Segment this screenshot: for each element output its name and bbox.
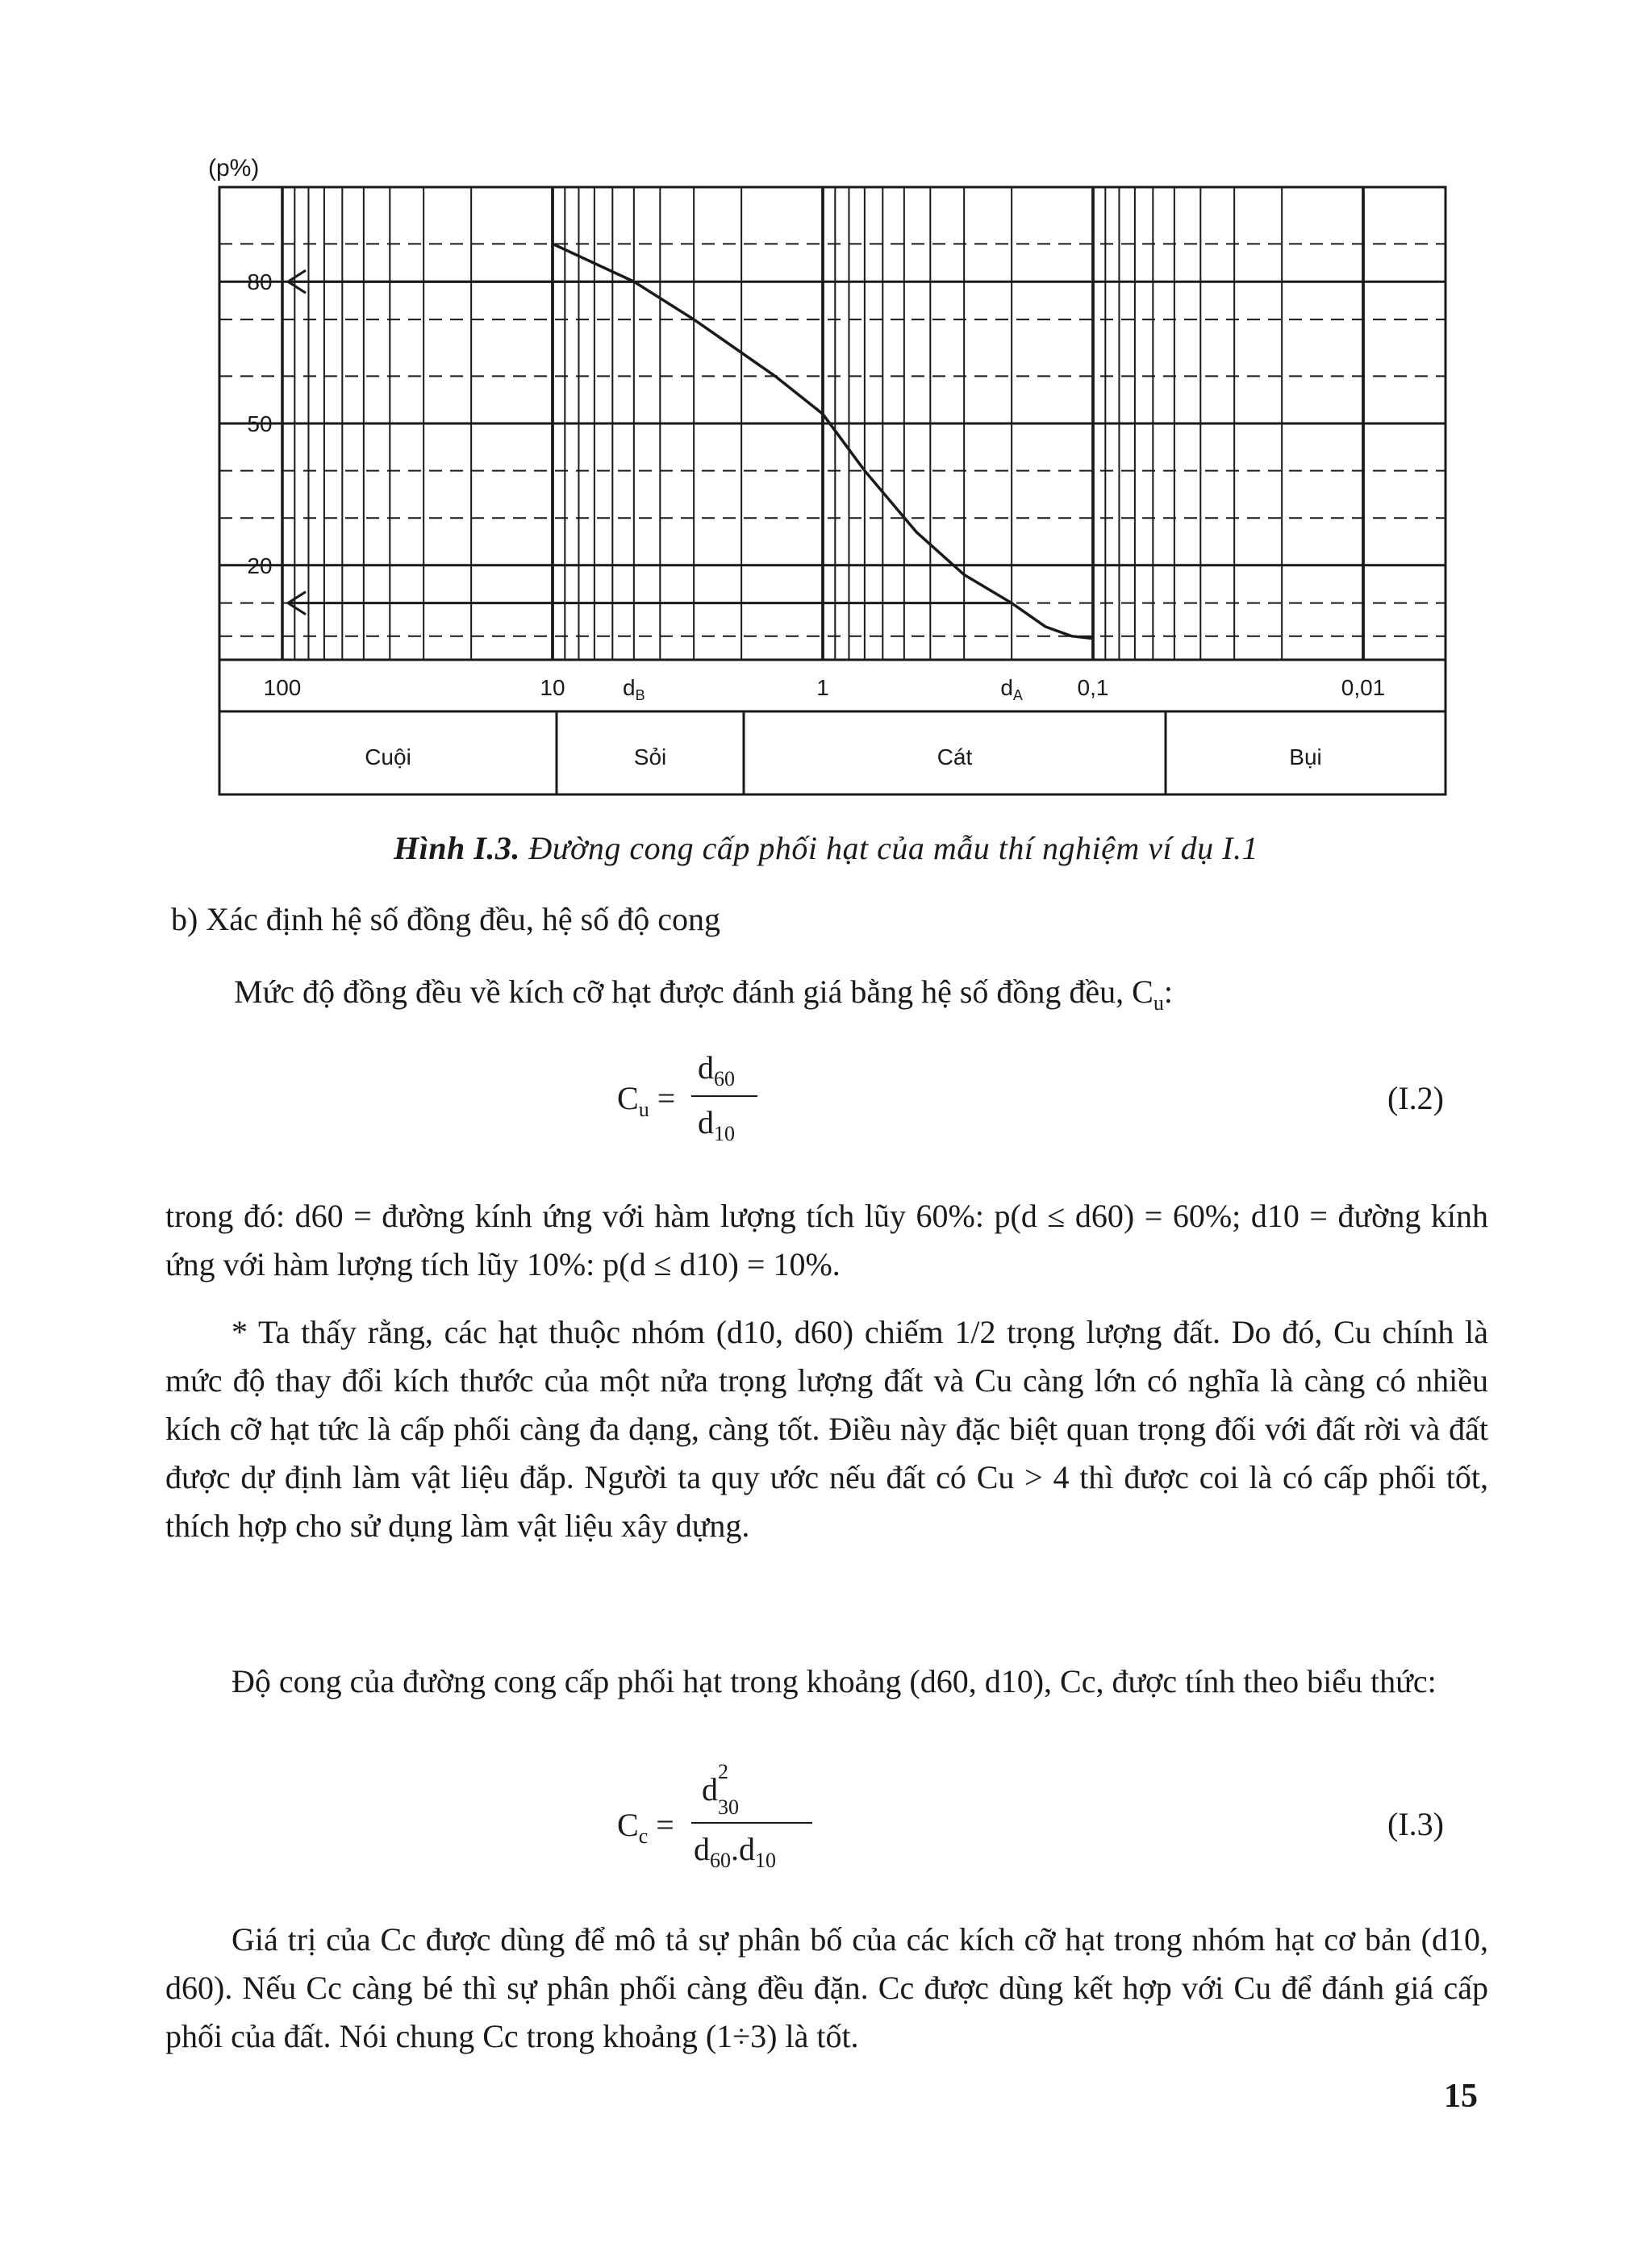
paragraph-where: trong đó: d60 = đường kính ứng với hàm lượng tích lũy 60%: p(d ≤ d60) = 60%; d10 = đường kính ứng với hàm lượng tích lũy 10%: p(d ≤ d10) = 10%. [165, 1198, 1488, 1282]
cu-intro [234, 968, 1173, 1028]
x-tick-label: 0,01 [1341, 675, 1386, 700]
paragraph-last: Giá trị của Cc được dùng để mô tả sự phân bố của các kích cỡ hạt trong nhóm hạt cơ bản (d10, d60). Nếu Cc càng bé thì sự phân phối càng đều đặn. Cc được dùng kết hợp với Cu để đánh giá cấp phối của đất. Nói chung Cc trong khoảng (1÷3) là tốt. [165, 1921, 1488, 2054]
x-tick-labels [264, 675, 1386, 703]
equation-number-i2: (I.2) [1387, 1080, 1444, 1116]
class-label: Bụi [1289, 744, 1322, 769]
soil-classification-row [365, 711, 1322, 794]
y-tick-labels [247, 269, 272, 578]
y-tick-label: 80 [247, 269, 273, 295]
x-tick-label: 100 [263, 675, 302, 700]
page-number: 15 [1444, 2078, 1478, 2115]
section-b-heading: b) Xác định hệ số đồng đều, hệ số độ cong [171, 901, 720, 937]
x-tick-label: 10 [540, 675, 565, 700]
cu-intro-text: Mức độ đồng đều về kích cỡ hạt được đánh giá bằng hệ số đồng đều, C [234, 974, 1153, 1010]
formula-cu: $C_u$ = $d_{60}$ $d_{10}$ [617, 1049, 778, 1153]
formula-cc: $C_c$ = d 2 $_{30}$ $d_{60}.d_{10}$ [617, 1770, 859, 1883]
y-axis-label: (p%) [208, 155, 260, 181]
paragraph-cc: Độ cong của đường cong cấp phối hạt trong khoảng (d60, d10), Cc, được tính theo biểu thức: [232, 1663, 1437, 1699]
figure-caption [0, 829, 1652, 867]
y-tick-label: 50 [247, 411, 273, 436]
gradation-curve-group [288, 244, 1093, 639]
x-tick-label: 0,1 [1077, 675, 1109, 700]
class-label: Sỏi [633, 744, 667, 769]
chart-grid [219, 187, 1446, 794]
class-label: Cát [937, 744, 973, 769]
equation-number-i3: (I.3) [1387, 1806, 1444, 1842]
class-label: Cuội [365, 744, 411, 769]
chart-frame [219, 187, 1446, 794]
cu-intro-end: : [1163, 974, 1173, 1010]
y-tick-label: 20 [247, 552, 273, 578]
figure-title: Đường cong cấp phối hạt của mẫu thí nghiệm ví dụ I.1 [528, 830, 1258, 866]
paragraph-star: * Ta thấy rằng, các hạt thuộc nhóm (d10, d60) chiếm 1/2 trọng lượng đất. Do đó, Cu chính là mức độ thay đổi kích thước của một nửa trọng lượng đất và Cu càng lớn có nghĩa là càng có nhiều kích cỡ hạt tức là cấp phối càng đa dạng, càng tốt. Điều này đặc biệt quan trọng đối với đất rời và đất được dự định làm vật liệu đắp. Người ta quy ước nếu đất có Cu > 4 thì được coi là có cấp phối tốt, thích hợp cho sử dụng làm vật liệu xây dựng. [165, 1314, 1488, 1544]
figure-label: Hình I.3. [394, 830, 520, 866]
x-tick-label: 1 [816, 675, 829, 700]
grain-size-chart [0, 0, 1652, 815]
x-tick-label: $d_A$ [1000, 675, 1023, 703]
cu-intro-sub: u [1153, 991, 1164, 1015]
x-tick-label: $d_B$ [623, 675, 645, 703]
